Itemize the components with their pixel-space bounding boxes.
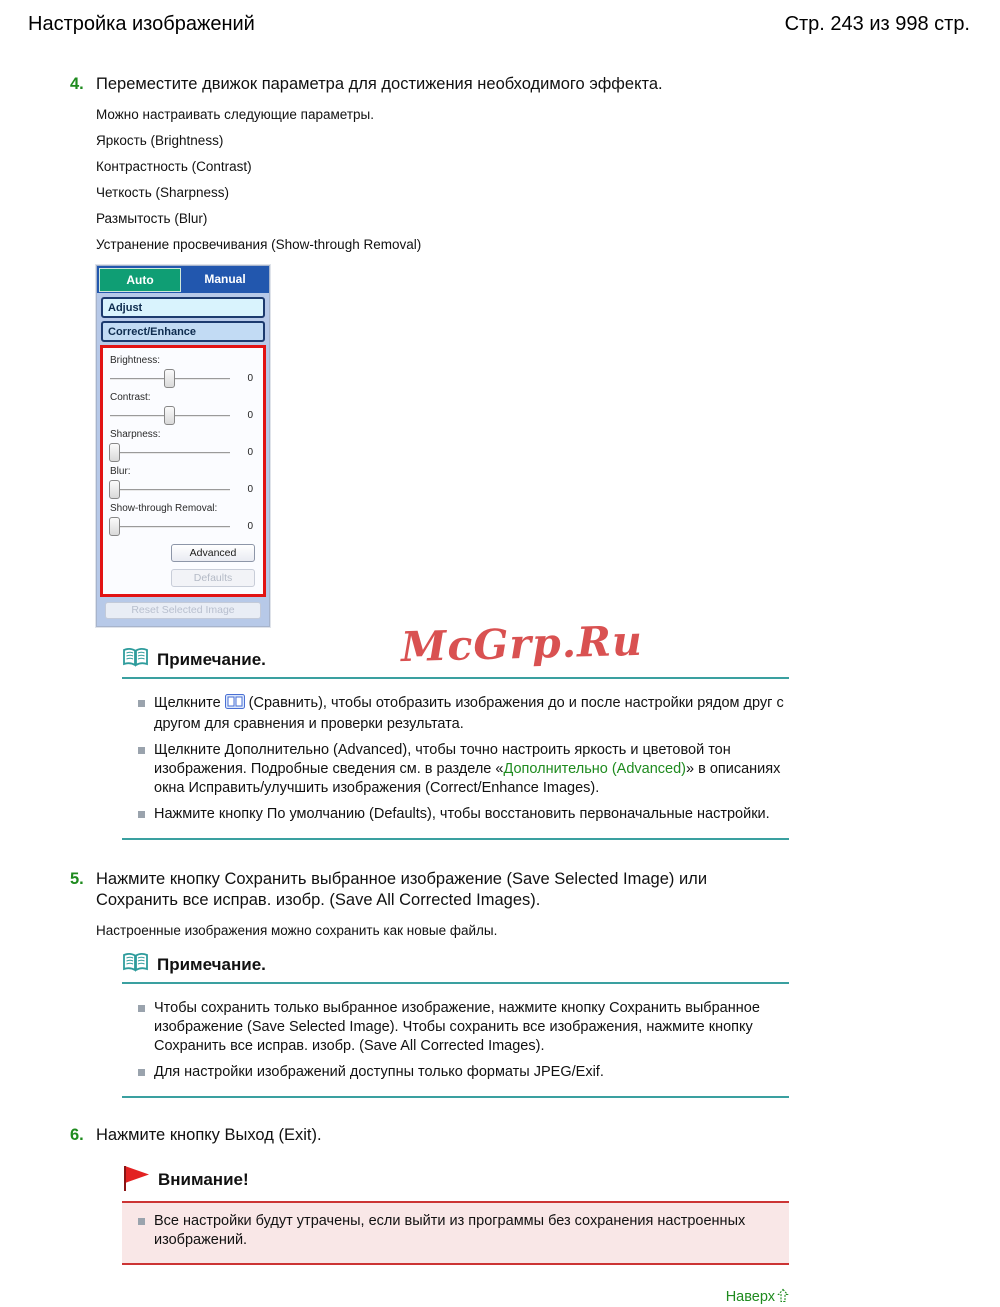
- book-icon: [122, 952, 149, 978]
- adjust-panel-screenshot: [96, 265, 270, 627]
- book-icon: [122, 647, 149, 673]
- note-item: Чтобы сохранить только выбранное изображение, нажмите кнопку Сохранить выбранное изображение (Save Selected Image). Чтобы сохранить все изображения, нажмите кнопку Сохранить все исправ. изобр. (Save All Corrected Images).: [122, 999, 789, 1056]
- step-6-number: 6.: [70, 1126, 84, 1145]
- blur-slider-thumb: [109, 480, 120, 499]
- note-rule-bottom: [122, 1096, 789, 1098]
- note-title: Примечание.: [157, 954, 266, 974]
- contrast-slider: [109, 405, 258, 426]
- blur-slider: [109, 479, 258, 500]
- show-through-value: 0: [247, 520, 253, 532]
- note-rule-bottom: [122, 838, 789, 840]
- reset-selected-image-button: Reset Selected Image: [105, 602, 261, 619]
- bullet-icon: [138, 811, 145, 818]
- watermark: McGrp.Ru: [400, 616, 644, 672]
- blur-value: 0: [247, 483, 253, 495]
- bullet-icon: [138, 747, 145, 754]
- page-number-info: Стр. 243 из 998 стр.: [784, 13, 970, 35]
- advanced-section-link[interactable]: Дополнительно (Advanced): [503, 761, 687, 777]
- parameter-brightness: Яркость (Brightness): [96, 132, 224, 148]
- step-5: [70, 869, 960, 1098]
- step-6: [70, 1125, 960, 1307]
- advanced-button: Advanced: [171, 544, 255, 562]
- parameter-contrast: Контрастность (Contrast): [96, 158, 252, 174]
- brightness-label: Brightness:: [110, 354, 161, 366]
- note-block-1: [122, 647, 789, 841]
- sharpness-label: Sharpness:: [110, 428, 161, 440]
- warning-box: Все настройки будут утрачены, если выйти из программы без сохранения настроенных изображений.: [122, 1201, 789, 1265]
- parameter-sharpness: Четкость (Sharpness): [96, 184, 230, 200]
- page-header: [0, 0, 1000, 36]
- step-4-title: Переместите движок параметра для достижения необходимого эффекта.: [96, 75, 663, 93]
- show-through-label: Show-through Removal:: [110, 502, 218, 514]
- show-through-slider: [109, 516, 258, 537]
- arrow-up-icon: [777, 1288, 789, 1307]
- warning-block: [122, 1165, 789, 1265]
- note-title: Примечание.: [157, 649, 266, 669]
- correct-enhance-button: Correct/Enhance: [101, 321, 265, 342]
- page-content: [0, 36, 1000, 1307]
- contrast-slider-thumb: [164, 406, 175, 425]
- slider-highlight-frame: [100, 345, 266, 597]
- bullet-icon: [138, 1069, 145, 1076]
- blur-label: Blur:: [110, 465, 131, 477]
- adjust-button: Adjust: [101, 297, 265, 318]
- show-through-slider-thumb: [109, 517, 120, 536]
- sharpness-slider: [109, 442, 258, 463]
- step-6-title: Нажмите кнопку Выход (Exit).: [96, 1126, 322, 1145]
- step-5-number: 5.: [70, 870, 84, 889]
- bullet-icon: [138, 1218, 145, 1225]
- step-4-subtitle: Можно настраивать следующие параметры.: [96, 106, 374, 122]
- panel-tabbar: [97, 266, 269, 293]
- parameter-blur: Размытость (Blur): [96, 210, 208, 226]
- brightness-slider-thumb: [164, 369, 175, 388]
- note-block-2: [122, 952, 789, 1099]
- contrast-label: Contrast:: [110, 391, 151, 403]
- sharpness-slider-thumb: [109, 443, 120, 462]
- note-item: Нажмите кнопку По умолчанию (Defaults), чтобы восстановить первоначальные настройки.: [122, 805, 789, 824]
- step-4-number: 4.: [70, 75, 84, 93]
- note-item: Щелкните (Сравнить), чтобы отобразить изображения до и после настройки рядом друг с другом для сравнения и проверки результата.: [122, 694, 789, 734]
- bullet-icon: [138, 700, 145, 707]
- note-item: Для настройки изображений доступны только форматы JPEG/Exif.: [122, 1063, 789, 1082]
- compare-icon: [225, 694, 245, 715]
- back-to-top-link[interactable]: Наверх: [726, 1288, 789, 1307]
- tab-auto: Auto: [99, 268, 181, 292]
- parameter-show-through: Устранение просвечивания (Show-through Removal): [96, 236, 422, 252]
- defaults-button: Defaults: [171, 569, 255, 587]
- brightness-slider: [109, 368, 258, 389]
- step-4: [70, 74, 960, 840]
- contrast-value: 0: [247, 409, 253, 421]
- note-item: Щелкните Дополнительно (Advanced), чтобы точно настроить яркость и цветовой тон изображения. Подробные сведения см. в разделе «Дополнительно (Advanced)» в описаниях окна Исправить/улучшить изображения (Correct/Enhance Images).: [122, 741, 789, 798]
- step-5-title: Нажмите кнопку Сохранить выбранное изображение (Save Selected Image) или Сохранить все исправ. изобр. (Save All Corrected Images).: [96, 870, 708, 909]
- flag-icon: [122, 1165, 152, 1196]
- warning-title: Внимание!: [158, 1170, 249, 1190]
- brightness-value: 0: [247, 372, 253, 384]
- step-5-subtitle: Настроенные изображения можно сохранить как новые файлы.: [96, 922, 498, 938]
- page-title: Настройка изображений: [28, 13, 255, 35]
- tab-manual: Manual: [204, 271, 246, 286]
- sharpness-value: 0: [247, 446, 253, 458]
- bullet-icon: [138, 1005, 145, 1012]
